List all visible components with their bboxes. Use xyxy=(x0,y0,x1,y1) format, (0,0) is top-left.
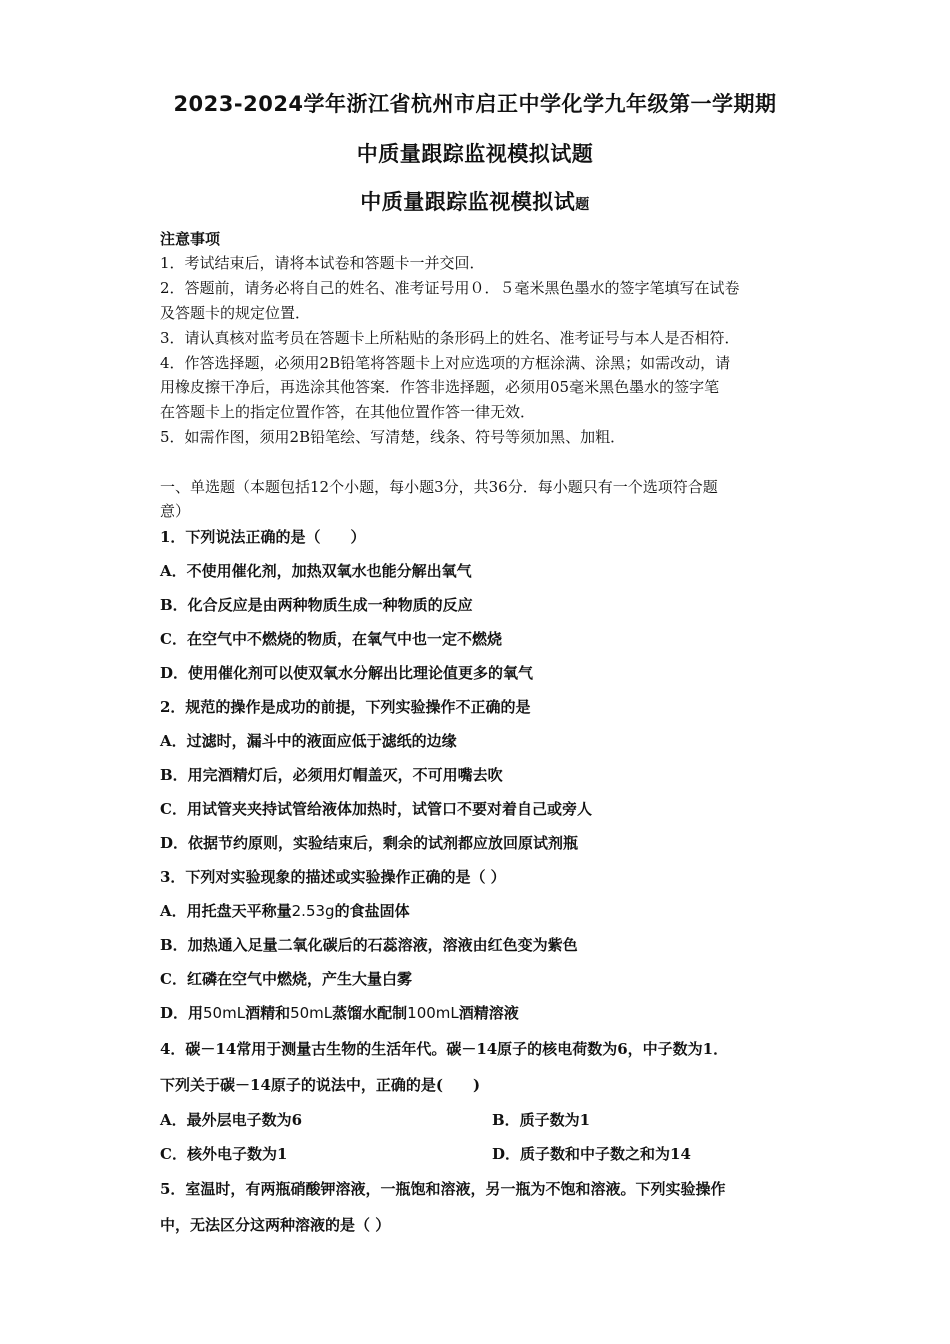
notice-heading: 注意事项 xyxy=(160,230,221,248)
title-line-3-tail: 题 xyxy=(575,197,590,213)
notice-line-3: 及答题卡的规定位置． xyxy=(160,304,311,322)
q3-d-text-end: 酒精溶液 xyxy=(458,1004,519,1022)
notice-line-2: 2．答题前，请务必将自己的姓名、准考证号用０．５毫米黑色墨水的签字笔填写在试卷 xyxy=(160,279,740,297)
title-line-3 xyxy=(0,186,950,216)
q4-option-b: B．质子数为1 xyxy=(492,1111,591,1129)
q2-option-d: D．依据节约原则，实验结束后，剩余的试剂都应放回原试剂瓶 xyxy=(160,834,579,852)
notice-line-4: 3．请认真核对监考员在答题卡上所粘贴的条形码上的姓名、准考证号与本人是否相符． xyxy=(160,329,740,347)
q3-d-value-1: 50mL xyxy=(203,1004,246,1022)
q1-option-d: D．使用催化剂可以使双氧水分解出比理论值更多的氧气 xyxy=(160,664,534,682)
section-heading-line-1: 一、单选题（本题包括12个小题，每小题3分，共36分．每小题只有一个选项符合题 xyxy=(160,478,718,496)
q3-a-text-end: 的食盐固体 xyxy=(334,902,410,920)
q3-a-value: 2.53g xyxy=(291,902,335,920)
q3-d-text: D．用 xyxy=(160,1004,204,1022)
notice-line-6: 用橡皮擦干净后，再选涂其他答案．作答非选择题，必须用05毫米黑色墨水的签字笔 xyxy=(160,378,720,396)
title-line-3-main: 中质量跟踪监视模拟试 xyxy=(360,190,576,214)
q3-option-d xyxy=(160,1002,519,1023)
q2-option-b: B．用完酒精灯后，必须用灯帽盖灭，不可用嘴去吹 xyxy=(160,766,503,784)
q3-d-value-3: 100mL xyxy=(407,1004,459,1022)
notice-line-5: 4．作答选择题，必须用2B铅笔将答题卡上对应选项的方框涂满、涂黑；如需改动，请 xyxy=(160,354,731,372)
q1-option-c: C．在空气中不燃烧的物质，在氧气中也一定不燃烧 xyxy=(160,630,502,648)
q2-option-c: C．用试管夹夹持试管给液体加热时，试管口不要对着自己或旁人 xyxy=(160,800,592,818)
q4-option-d: D．质子数和中子数之和为14 xyxy=(492,1145,691,1163)
q5-stem-line-1: 5．室温时，有两瓶硝酸钾溶液，一瓶饱和溶液，另一瓶为不饱和溶液。下列实验操作 xyxy=(160,1180,726,1198)
q3-option-a xyxy=(160,900,410,921)
q4-option-a: A．最外层电子数为6 xyxy=(160,1111,303,1129)
q3-d-value-2: 50mL xyxy=(290,1004,333,1022)
notice-line-8: 5．如需作图，须用2B铅笔绘、写清楚，线条、符号等须加黑、加粗． xyxy=(160,428,626,446)
q2-stem: 2．规范的操作是成功的前提，下列实验操作不正确的是 xyxy=(160,698,531,716)
q3-d-text-mid1: 酒精和 xyxy=(245,1004,291,1022)
q3-stem: 3．下列对实验现象的描述或实验操作正确的是（ ） xyxy=(160,868,506,886)
notice-line-1: 1．考试结束后，请将本试卷和答题卡一并交回． xyxy=(160,254,485,272)
section-heading-line-2: 意） xyxy=(160,502,191,520)
q1-stem: 1．下列说法正确的是（ ） xyxy=(160,528,366,546)
q2-option-a: A．过滤时，漏斗中的液面应低于滤纸的边缘 xyxy=(160,732,457,750)
q4-stem-line-1: 4．碳－14常用于测量古生物的生活年代。碳－14原子的核电荷数为6，中子数为1． xyxy=(160,1040,729,1058)
q3-a-text: A．用托盘天平称量 xyxy=(160,902,292,920)
q3-d-text-mid2: 蒸馏水配制 xyxy=(332,1004,408,1022)
q1-option-a: A．不使用催化剂，加热双氧水也能分解出氧气 xyxy=(160,562,472,580)
q1-option-b: B．化合反应是由两种物质生成一种物质的反应 xyxy=(160,596,473,614)
title-line-2: 中质量跟踪监视模拟试题 xyxy=(356,142,594,166)
q4-option-c: C．核外电子数为1 xyxy=(160,1145,288,1163)
q3-option-b: B．加热通入足量二氧化碳后的石蕊溶液，溶液由红色变为紫色 xyxy=(160,936,578,954)
q3-option-c: C．红磷在空气中燃烧，产生大量白雾 xyxy=(160,970,412,988)
q4-stem-line-2: 下列关于碳－14原子的说法中，正确的是( ) xyxy=(160,1076,481,1094)
q5-stem-line-2: 中，无法区分这两种溶液的是（ ） xyxy=(160,1216,391,1234)
notice-line-7: 在答题卡上的指定位置作答，在其他位置作答一律无效． xyxy=(160,403,536,421)
title-line-1: 2023-2024学年浙江省杭州市启正中学化学九年级第一学期期 xyxy=(173,92,777,116)
